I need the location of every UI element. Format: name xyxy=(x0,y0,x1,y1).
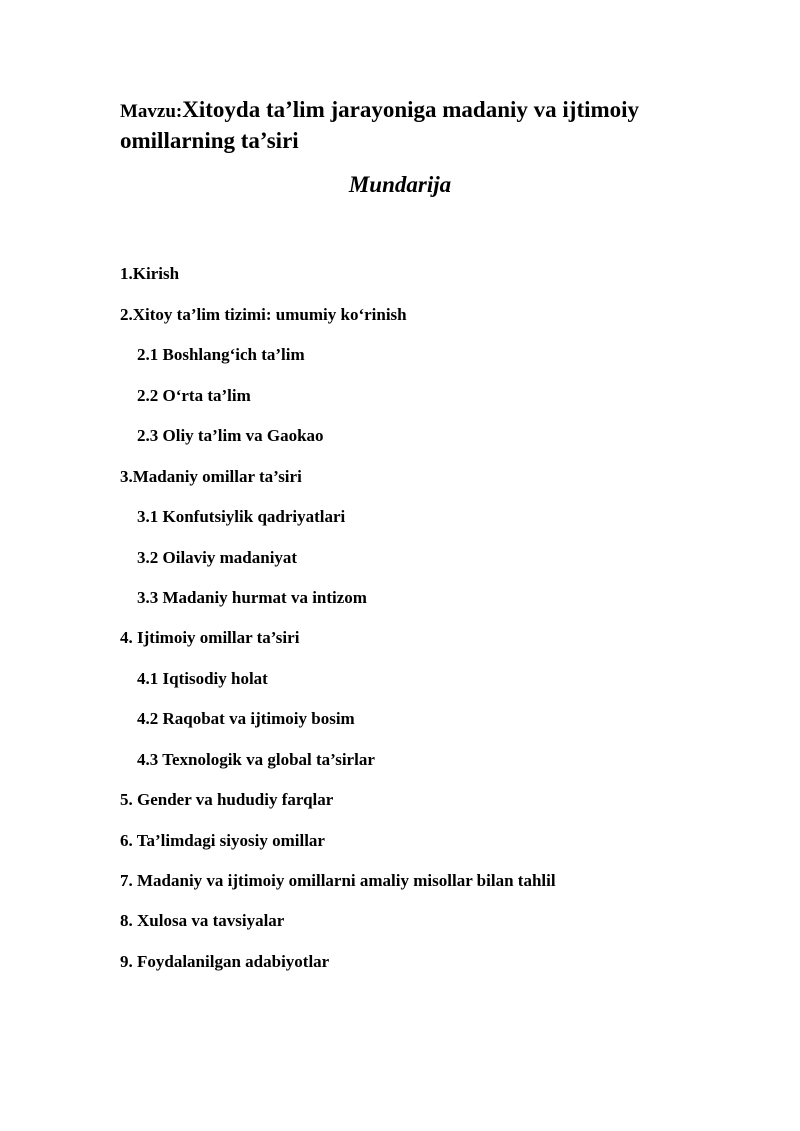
toc-item-1: 1.Kirish xyxy=(120,264,180,283)
toc-item-4-1: 4.1 Iqtisodiy holat xyxy=(137,669,268,688)
toc-item-5: 5. Gender va hududiy farqlar xyxy=(120,790,334,809)
toc-item-2-3: 2.3 Oliy ta’lim va Gaokao xyxy=(137,426,324,445)
title-prefix: Mavzu: xyxy=(120,101,183,122)
toc-item-4-2: 4.2 Raqobat va ijtimoiy bosim xyxy=(137,709,355,728)
toc-item-3-3: 3.3 Madaniy hurmat va intizom xyxy=(137,588,367,607)
toc-item-6: 6. Ta’limdagi siyosiy omillar xyxy=(120,831,325,850)
toc-item-3: 3.Madaniy omillar ta’siri xyxy=(120,467,302,486)
toc-item-3-1: 3.1 Konfutsiylik qadriyatlari xyxy=(137,507,346,526)
contents-heading: Mundarija xyxy=(348,172,452,197)
toc-item-2-2: 2.2 O‘rta ta’lim xyxy=(137,386,251,405)
toc-item-7: 7. Madaniy va ijtimoiy omillarni amaliy misollar bilan tahlil xyxy=(120,871,556,890)
toc-item-8: 8. Xulosa va tavsiyalar xyxy=(120,911,285,930)
toc-item-4: 4. Ijtimoiy omillar ta’siri xyxy=(120,628,300,647)
title-main: Xitoyda ta’lim jarayoniga madaniy va ijtimoiy omillarning ta’siri xyxy=(120,97,640,153)
toc-item-4-3: 4.3 Texnologik va global ta’sirlar xyxy=(137,750,375,769)
document-title xyxy=(120,95,720,155)
toc-item-2: 2.Xitoy ta’lim tizimi: umumiy ko‘rinish xyxy=(120,305,407,324)
toc-item-3-2: 3.2 Oilaviy madaniyat xyxy=(137,548,298,567)
toc-item-9: 9. Foydalanilgan adabiyotlar xyxy=(120,952,330,971)
toc-item-2-1: 2.1 Boshlang‘ich ta’lim xyxy=(137,345,305,364)
